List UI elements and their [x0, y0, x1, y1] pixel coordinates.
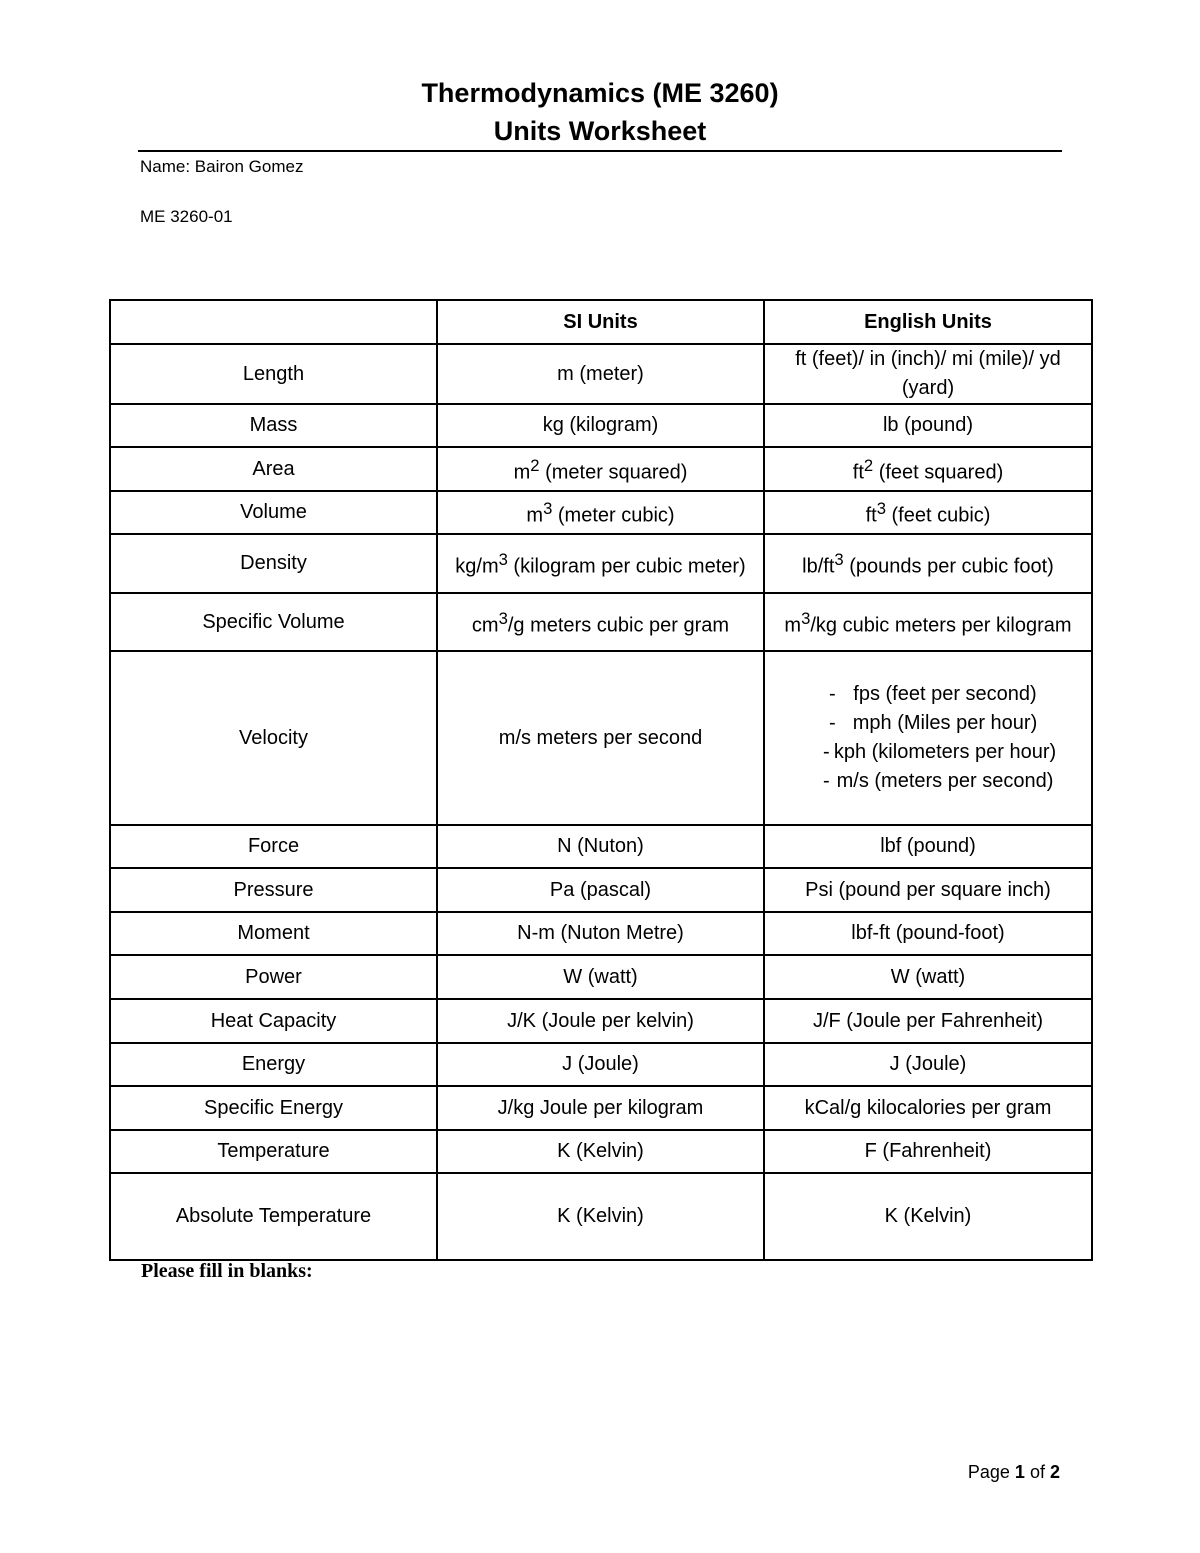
si-cell: [437, 491, 764, 534]
si-cell: J/kg Joule per kilogram: [437, 1086, 764, 1130]
english-description: (feet cubic): [885, 504, 991, 527]
si-cell: N (Nuton): [437, 825, 764, 868]
english-cell: [764, 651, 1092, 825]
si-cell: K (Kelvin): [437, 1173, 764, 1260]
english-cell: [764, 447, 1092, 491]
quantity-cell: Moment: [110, 912, 437, 955]
english-cell: lb (pound): [764, 404, 1092, 447]
table-row: [110, 1086, 1092, 1130]
english-cell: [764, 534, 1092, 593]
header-cell-blank: [110, 300, 437, 344]
page-number: [968, 1460, 1060, 1484]
table-row: [110, 1173, 1092, 1260]
si-cell: m (meter): [437, 344, 764, 404]
si-cell: Pa (pascal): [437, 868, 764, 912]
english-exponent: 3: [801, 608, 811, 628]
english-cell: F (Fahrenheit): [764, 1130, 1092, 1173]
english-description: /kg cubic meters per kilogram: [810, 614, 1072, 637]
si-cell: W (watt): [437, 955, 764, 999]
si-cell: m/s meters per second: [437, 651, 764, 825]
table-row: [110, 955, 1092, 999]
table-row: [110, 1130, 1092, 1173]
english-cell: kCal/g kilocalories per gram: [764, 1086, 1092, 1130]
english-cell: W (watt): [764, 955, 1092, 999]
english-cell: lbf (pound): [764, 825, 1092, 868]
quantity-cell: Specific Volume: [110, 593, 437, 651]
student-name: Name: Bairon Gomez: [140, 157, 304, 176]
si-cell: [437, 593, 764, 651]
si-description: (meter cubic): [552, 504, 675, 527]
table-row: [110, 999, 1092, 1043]
list-item: - fps (feet per second): [779, 680, 1077, 709]
course-section: ME 3260-01: [140, 207, 233, 226]
table-row: [110, 593, 1092, 651]
si-exponent: 2: [530, 455, 540, 475]
si-cell: [437, 534, 764, 593]
table-row: [110, 651, 1092, 825]
table-row: [110, 1043, 1092, 1086]
table-header-row: [110, 300, 1092, 344]
quantity-cell: Temperature: [110, 1130, 437, 1173]
quantity-cell: Mass: [110, 404, 437, 447]
si-description: (kilogram per cubic meter): [507, 555, 746, 578]
si-unit: kg/m: [455, 555, 499, 578]
page-word: Page: [967, 1462, 1010, 1482]
english-unit: ft: [852, 461, 864, 484]
units-table: [109, 299, 1093, 1261]
table-row: [110, 491, 1092, 534]
quantity-cell: Velocity: [110, 651, 437, 825]
english-unit: lb/ft: [802, 555, 835, 578]
english-cell: [764, 593, 1092, 651]
si-cell: N-m (Nuton Metre): [437, 912, 764, 955]
si-cell: [437, 447, 764, 491]
si-cell: kg (kilogram): [437, 404, 764, 447]
si-cell: K (Kelvin): [437, 1130, 764, 1173]
page-total: 2: [1049, 1462, 1060, 1482]
table-row: [110, 534, 1092, 593]
quantity-cell: Volume: [110, 491, 437, 534]
english-cell: ft (feet)/ in (inch)/ mi (mile)/ yd (yard): [764, 344, 1092, 404]
list-item: - mph (Miles per hour): [779, 709, 1077, 738]
english-cell: Psi (pound per square inch): [764, 868, 1092, 912]
english-cell: K (Kelvin): [764, 1173, 1092, 1260]
si-exponent: 3: [543, 499, 553, 519]
quantity-cell: Specific Energy: [110, 1086, 437, 1130]
of-word: of: [1029, 1462, 1045, 1482]
quantity-cell: Density: [110, 534, 437, 593]
english-exponent: 3: [834, 550, 844, 570]
quantity-cell: Absolute Temperature: [110, 1173, 437, 1260]
si-exponent: 3: [498, 550, 508, 570]
english-cell: lbf-ft (pound-foot): [764, 912, 1092, 955]
english-unit: m: [784, 614, 802, 637]
list-item: - m/s (meters per second): [779, 767, 1077, 796]
english-cell: J/F (Joule per Fahrenheit): [764, 999, 1092, 1043]
table-row: [110, 912, 1092, 955]
quantity-cell: Area: [110, 447, 437, 491]
english-cell: J (Joule): [764, 1043, 1092, 1086]
si-cell: J (Joule): [437, 1043, 764, 1086]
document-title: Thermodynamics (ME 3260): [421, 78, 779, 108]
quantity-cell: Heat Capacity: [110, 999, 437, 1043]
page-current: 1: [1014, 1462, 1025, 1482]
table-row: [110, 404, 1092, 447]
quantity-cell: Pressure: [110, 868, 437, 912]
si-cell: J/K (Joule per kelvin): [437, 999, 764, 1043]
si-unit: m: [526, 504, 544, 527]
english-exponent: 2: [863, 455, 874, 475]
english-cell: [764, 491, 1092, 534]
header-cell-english: English Units: [764, 300, 1092, 344]
english-description: (feet squared): [873, 461, 1004, 484]
header-rule: [138, 150, 1062, 152]
quantity-cell: Force: [110, 825, 437, 868]
english-description: (pounds per cubic foot): [843, 555, 1054, 578]
list-item: - kph (kilometers per hour): [779, 738, 1077, 767]
fill-in-instruction: Please fill in blanks:: [141, 1260, 313, 1282]
velocity-english-list: [779, 680, 1077, 796]
si-description: /g meters cubic per gram: [507, 614, 730, 637]
header-cell-si: SI Units: [437, 300, 764, 344]
si-unit: m: [513, 461, 531, 484]
english-unit: ft: [865, 504, 877, 527]
table-row: [110, 868, 1092, 912]
english-exponent: 3: [876, 499, 886, 519]
table-row: [110, 825, 1092, 868]
document-subtitle: Units Worksheet: [493, 116, 707, 146]
si-description: (meter squared): [539, 461, 688, 484]
si-exponent: 3: [498, 608, 508, 628]
quantity-cell: Length: [110, 344, 437, 404]
table-row: [110, 447, 1092, 491]
quantity-cell: Power: [110, 955, 437, 999]
si-unit: cm: [471, 614, 499, 637]
quantity-cell: Energy: [110, 1043, 437, 1086]
table-row: [110, 344, 1092, 404]
